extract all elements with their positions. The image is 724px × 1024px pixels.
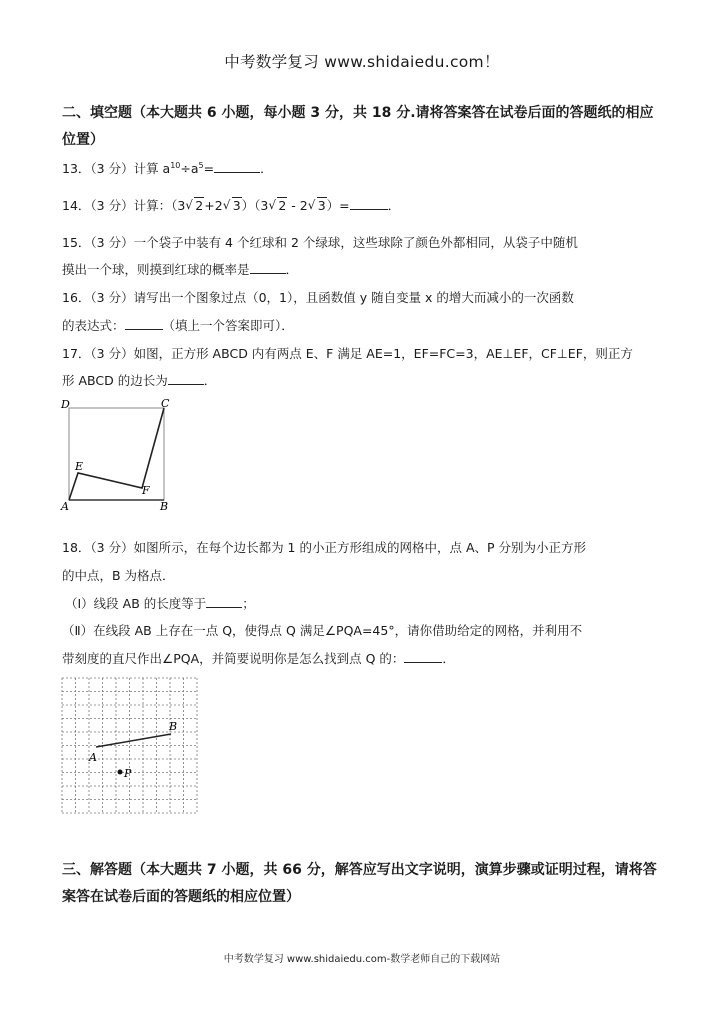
label-f: F [142, 484, 150, 497]
section2-heading: 二、填空题（本大题共 6 小题，每小题 3 分，共 18 分.请将答案答在试卷后面的答题纸的相应位置） [62, 105, 654, 148]
q17-square-figure [58, 396, 183, 516]
sqrt-2-a: √ 2 [185, 198, 204, 213]
sqrt-3-b: √ 3 [307, 198, 326, 213]
label-e: E [75, 460, 84, 473]
q18-grid-figure [59, 675, 201, 817]
point-p [118, 770, 123, 775]
dotted-grid [62, 678, 197, 813]
q13-suffix: = [203, 161, 215, 176]
section3-heading-line1: 三、解答题（本大题共 7 小题，共 66 分，解答应写出文字说明，演算步骤或证明过程，请将答 [62, 862, 657, 878]
radical-sign-icon: √ [185, 198, 193, 212]
q13-prefix: 13．（3 分）计算 a [62, 161, 171, 176]
question-18-part1: （Ⅰ）线段 AB 的长度等于 ； [65, 596, 255, 611]
question-18-part2-line1: （Ⅱ）在线段 AB 上存在一点 Q，使得点 Q 满足∠PQA=45°，请你借助给定的网格，并利用不 [62, 623, 583, 638]
q18-part2-answer-blank [404, 651, 442, 663]
question-18-line2: 的中点，B 为格点． [62, 568, 175, 583]
q15-answer-blank [250, 262, 286, 274]
q14-prefix: 14．（3 分）计算：（3 [62, 198, 186, 213]
question-14 [62, 196, 400, 214]
q14-suffix: ）= [326, 198, 350, 213]
label-d: D [61, 398, 70, 411]
label-p: P [124, 767, 132, 780]
label-c: C [161, 397, 170, 410]
q17-answer-blank [168, 373, 204, 385]
q14-mid: ）（3 [241, 198, 269, 213]
q14-answer-blank [350, 198, 388, 210]
q13-exp1: 10 [170, 160, 181, 170]
question-18-line1: 18．（3 分）如图所示，在每个边长都为 1 的小正方形组成的网格中，点 A、P 分别为小正方形 [62, 540, 587, 555]
question-13 [62, 159, 273, 177]
q14-end: ． [387, 198, 401, 213]
question-16-line2: 的表达式： （填上一个答案即可）． [62, 318, 294, 333]
sqrt-2-b: √ 2 [268, 198, 287, 213]
q18-part1-answer-blank [206, 596, 242, 608]
path-a-e-f-c [69, 408, 164, 500]
q14-minus: - 2 [287, 198, 308, 213]
label-b: B [169, 720, 178, 733]
section3-heading-line2: 案答在试卷后面的答题纸的相应位置） [62, 889, 300, 905]
segment-ab [96, 734, 171, 747]
q13-answer-blank [214, 161, 260, 173]
radical-sign-icon: √ [268, 198, 276, 212]
q16-answer-blank [125, 318, 163, 330]
label-b: B [160, 500, 169, 513]
label-a: A [61, 500, 69, 513]
page-footer: 中考数学复习 www.shidaiedu.com-数学老师自己的下载网站 [223, 954, 501, 965]
radical-sign-icon: √ [307, 198, 316, 212]
question-17-line1: 17．（3 分）如图，正方形 ABCD 内有两点 E、F 满足 AE=1，EF=FC=3，AE⊥EF，CF⊥EF，则正方 [62, 346, 633, 361]
question-15-line2: 摸出一个球，则摸到红球的概率是 ． [62, 262, 299, 277]
q13-mid: ÷a [180, 161, 199, 176]
sqrt-3-a: √ 3 [222, 198, 241, 213]
q13-end: ． [260, 161, 273, 176]
question-16-line1: 16．（3 分）请写出一个图象过点（0，1），且函数值 y 随自变量 x 的增大而减小的一次函数 [62, 290, 574, 305]
page-header-title: 中考数学复习 www.shidaiedu.com！ [224, 53, 500, 71]
question-17-line2: 形 ABCD 的边长为 ． [62, 373, 217, 388]
label-a: A [89, 751, 97, 764]
radical-sign-icon: √ [222, 198, 231, 212]
question-15-line1: 15．（3 分）一个袋子中装有 4 个红球和 2 个绿球，这些球除了颜色外都相同，从袋子中随机 [62, 235, 578, 250]
q14-plus: +2 [204, 198, 223, 213]
square-abcd [69, 408, 164, 500]
question-18-part2-line2: 带刻度的直尺作出∠PQA，并简要说明你是怎么找到点 Q 的： ． [62, 651, 455, 666]
q13-exp2: 5 [198, 160, 204, 170]
